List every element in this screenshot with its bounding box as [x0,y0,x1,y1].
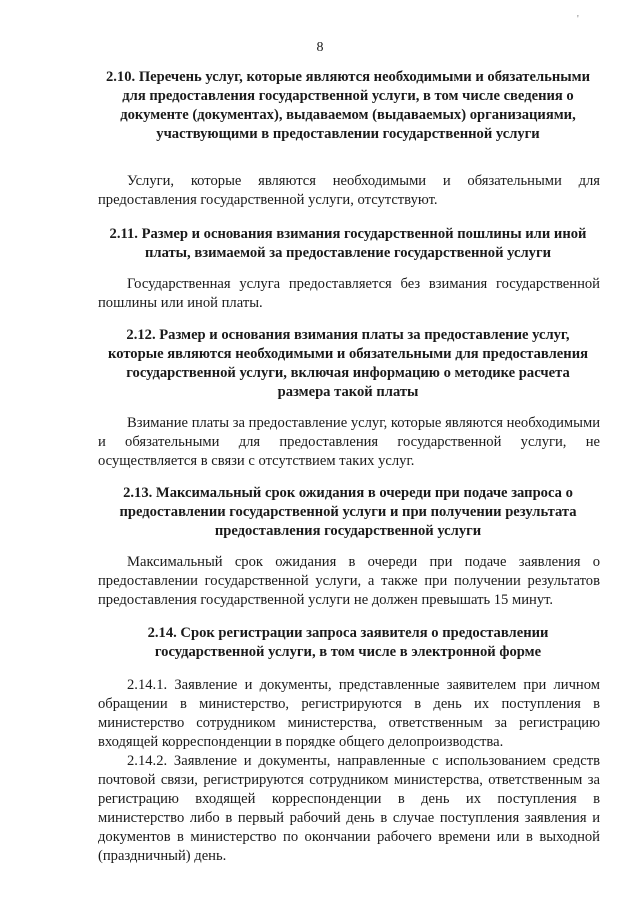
heading-2-11: 2.11. Размер и основания взимания государственной пошлины или иной платы, взимаемой за предоставление государственной услуги [109,226,587,261]
paragraph-2-13: Максимальный срок ожидания в очереди при подаче заявления о предоставлении государственной услуги, а также при получении результатов предоставления государственной услуги не должен превышать 15 минут. [98,554,600,608]
heading-2-14: 2.14. Срок регистрации запроса заявителя о предоставлении государственной услуги, в том числе в электронной форме [147,625,549,660]
paragraph-2-11: Государственная услуга предоставляется без взимания государственной пошлины или иной платы. [98,276,600,311]
paragraph-2-14-1: 2.14.1. Заявление и документы, представленные заявителем при личном обращении в министерство, регистрируются в день их поступления в министерство сотрудником министерства, ответственным за регистрацию входящей корреспонденции в порядке общего делопроизводства. [98,677,600,750]
paragraph-2-12: Взимание платы за предоставление услуг, которые являются необходимыми и обязательными для предоставления государственной услуги, не осуществляется в связи с отсутствием таких услуг. [98,415,600,469]
paragraph-2-10: Услуги, которые являются необходимыми и обязательными для предоставления государственной услуги, отсутствуют. [98,173,600,208]
heading-2-12: 2.12. Размер и основания взимания платы за предоставление услуг, которые являются необходимыми и обязательными для предоставления государственной услуги, включая информацию о методике расчета размера такой платы [108,327,588,400]
heading-2-10: 2.10. Перечень услуг, которые являются необходимыми и обязательными для предоставления государственной услуги, в том числе сведения о документе (документах), выдаваемом (выдаваемых) организациями, участвующими в предоставлении государственной услуги [105,69,591,142]
paragraph-2-14-2: 2.14.2. Заявление и документы, направленные с использованием средств почтовой связи, регистрируются сотрудником министерства, ответственным за регистрацию входящей корреспонденции в день их поступления в министерство либо в первый рабочий день в случае поступления заявления и документов в министерство по окончании рабочего времени или в выходной (праздничный) день. [98,753,600,864]
corner-mark: ' [577,14,579,25]
heading-2-13: 2.13. Максимальный срок ожидания в очереди при подаче запроса о предоставлении государственной услуги и при получении результата предоставления государственной услуги [119,485,577,539]
page-number: 8 [316,40,324,55]
